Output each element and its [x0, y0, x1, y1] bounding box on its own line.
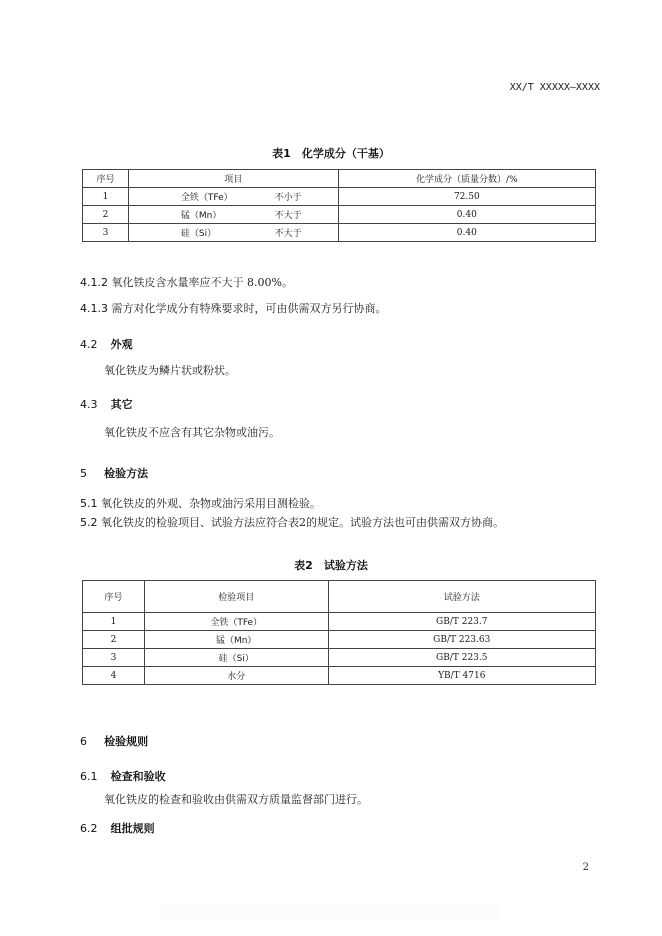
table1-item-name: 硅（Si） [180, 229, 217, 239]
table-row [83, 667, 596, 685]
table1-header-item: 项目 [128, 170, 338, 188]
table1-item-name: 锰（Mn） [180, 211, 222, 221]
table2-cell-no: 4 [83, 667, 145, 685]
section-number: 6.1 [80, 770, 98, 783]
clause-text: 需方对化学成分有特殊要求时，可由供需双方另行协商。 [111, 302, 387, 315]
section-4-3-heading [80, 393, 133, 412]
table1-cell-item [128, 188, 338, 206]
table1-caption: 表1 化学成分（干基） [272, 147, 390, 160]
table1-cell-no: 2 [83, 206, 129, 224]
table1-header-no: 序号 [83, 170, 129, 188]
table2-header-item: 检验项目 [144, 581, 328, 613]
section-number: 6 [80, 735, 87, 748]
table1-header-row [83, 170, 596, 188]
section-number: 5 [80, 467, 87, 480]
table1-cell-value: 72.50 [338, 188, 595, 206]
page-number: 2 [582, 862, 589, 873]
section-title: 检验规则 [104, 735, 149, 748]
watermark [160, 905, 500, 919]
clause-4-1-2 [80, 274, 293, 290]
table1 [82, 169, 596, 242]
section-4-2-body: 氧化铁皮为鳞片状或粉状。 [104, 364, 236, 377]
table2-cell-no: 1 [83, 613, 145, 631]
section-number: 6.2 [80, 822, 98, 835]
table-row [83, 224, 596, 242]
section-title: 其它 [110, 398, 133, 411]
table-row [83, 188, 596, 206]
table1-item-limit: 不大于 [274, 229, 302, 239]
table2-header-method: 试验方法 [328, 581, 595, 613]
table1-item-name: 全铁（TFe） [180, 193, 233, 203]
table1-item-limit: 不小于 [274, 193, 302, 203]
table2-header-row [83, 581, 596, 613]
section-title: 组批规则 [110, 822, 155, 835]
section-title: 外观 [110, 338, 133, 351]
section-title: 检查和验收 [110, 770, 166, 783]
section-6-1-body: 氧化铁皮的检查和验收由供需双方质量监督部门进行。 [104, 793, 368, 806]
clause-text: 氧化铁皮含水量率应不大于 8.00%。 [111, 276, 293, 289]
table2-cell-method: GB/T 223.7 [328, 613, 595, 631]
table2-cell-no: 3 [83, 649, 145, 667]
clause-text: 氧化铁皮的检验项目、试验方法应符合表2的规定。试验方法也可由供需双方协商。 [101, 516, 504, 529]
table-row [83, 649, 596, 667]
table2-cell-method: GB/T 223.5 [328, 649, 595, 667]
table2-header-no: 序号 [83, 581, 145, 613]
table1-cell-value: 0.40 [338, 206, 595, 224]
section-6-heading [80, 730, 148, 749]
table-row [83, 631, 596, 649]
clause-number: 5.2 [80, 516, 98, 529]
section-4-3-body: 氧化铁皮不应含有其它杂物或油污。 [104, 426, 280, 439]
table2-cell-item: 全铁（TFe） [144, 613, 328, 631]
clause-text: 氧化铁皮的外观、杂物或油污采用目测检验。 [101, 497, 321, 510]
document-code: XX/T XXXXX—XXXX [509, 82, 600, 93]
table-row [83, 206, 596, 224]
clause-4-1-3 [80, 300, 387, 316]
table1-cell-item [128, 224, 338, 242]
section-5-heading [80, 462, 148, 481]
table2-cell-item: 锰（Mn） [144, 631, 328, 649]
table2-cell-item: 硅（Si） [144, 649, 328, 667]
clause-5-2 [80, 514, 504, 530]
section-4-2-heading [80, 333, 133, 352]
table1-cell-item [128, 206, 338, 224]
table-row [83, 613, 596, 631]
table1-item-limit: 不大于 [274, 211, 302, 221]
table1-cell-no: 3 [83, 224, 129, 242]
table1-cell-no: 1 [83, 188, 129, 206]
section-number: 4.3 [80, 398, 98, 411]
table2-cell-method: YB/T 4716 [328, 667, 595, 685]
table1-cell-value: 0.40 [338, 224, 595, 242]
table1-header-value: 化学成分（质量分数）/% [338, 170, 595, 188]
table2-cell-item: 水分 [144, 667, 328, 685]
clause-number: 4.1.3 [80, 302, 108, 315]
section-title: 检验方法 [104, 467, 149, 480]
table2-cell-method: GB/T 223.63 [328, 631, 595, 649]
table2-caption: 表2 试验方法 [294, 559, 368, 572]
section-6-1-heading [80, 765, 166, 784]
section-6-2-heading [80, 817, 155, 836]
clause-number: 5.1 [80, 497, 98, 510]
table2-cell-no: 2 [83, 631, 145, 649]
clause-5-1 [80, 495, 321, 511]
clause-number: 4.1.2 [80, 276, 108, 289]
table2 [82, 580, 596, 685]
section-number: 4.2 [80, 338, 98, 351]
